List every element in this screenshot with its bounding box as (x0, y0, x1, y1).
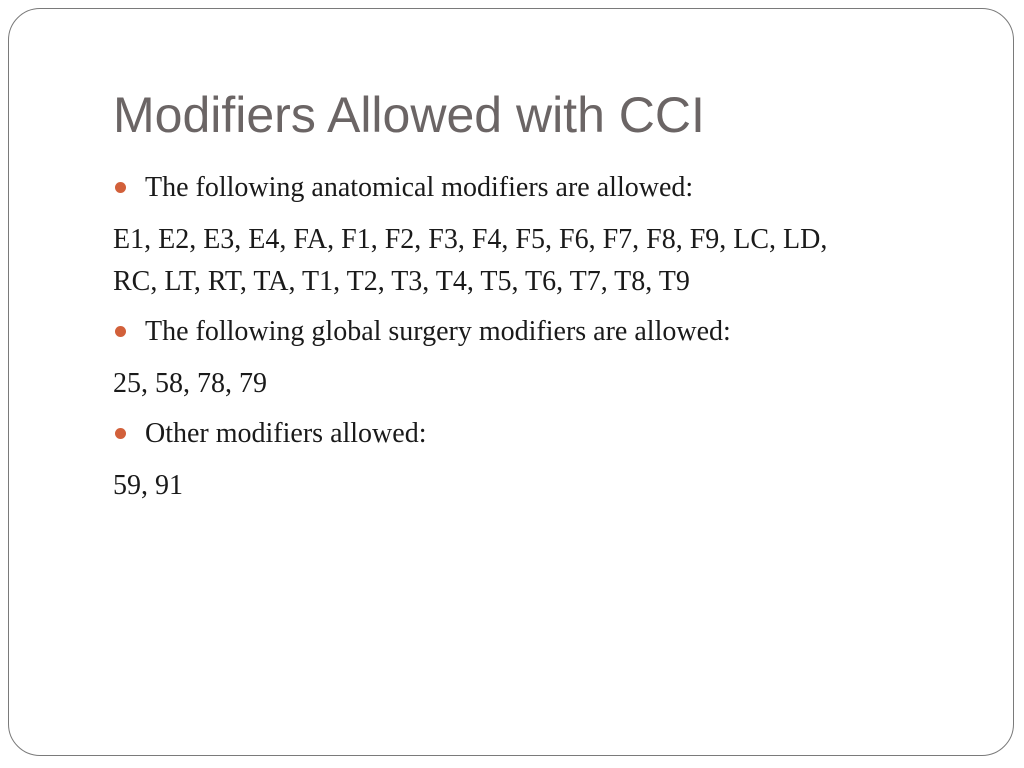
other-modifier-list: 59, 91 (113, 470, 183, 501)
anatomical-modifier-list-line-2: RC, LT, RT, TA, T1, T2, T3, T4, T5, T6, T7, T8, T9 (113, 266, 690, 297)
global-surgery-modifier-list: 25, 58, 78, 79 (113, 368, 267, 399)
bullet-dot-icon (115, 326, 126, 337)
bullet-dot-icon (115, 428, 126, 439)
bullet-anatomical-modifiers (113, 167, 973, 209)
slide-body (113, 167, 973, 507)
bullet-other-modifiers (113, 413, 973, 455)
bullet-dot-icon (115, 182, 126, 193)
bullet-text: Other modifiers allowed: (145, 418, 427, 449)
bullet-global-surgery-modifiers (113, 311, 973, 353)
anatomical-modifier-list-line-1: E1, E2, E3, E4, FA, F1, F2, F3, F4, F5, F6, F7, F8, F9, LC, LD, (113, 224, 828, 255)
bullet-text: The following anatomical modifiers are allowed: (145, 172, 694, 203)
slide-title: Modifiers Allowed with CCI (113, 87, 705, 143)
bullet-text: The following global surgery modifiers are allowed: (145, 316, 731, 347)
